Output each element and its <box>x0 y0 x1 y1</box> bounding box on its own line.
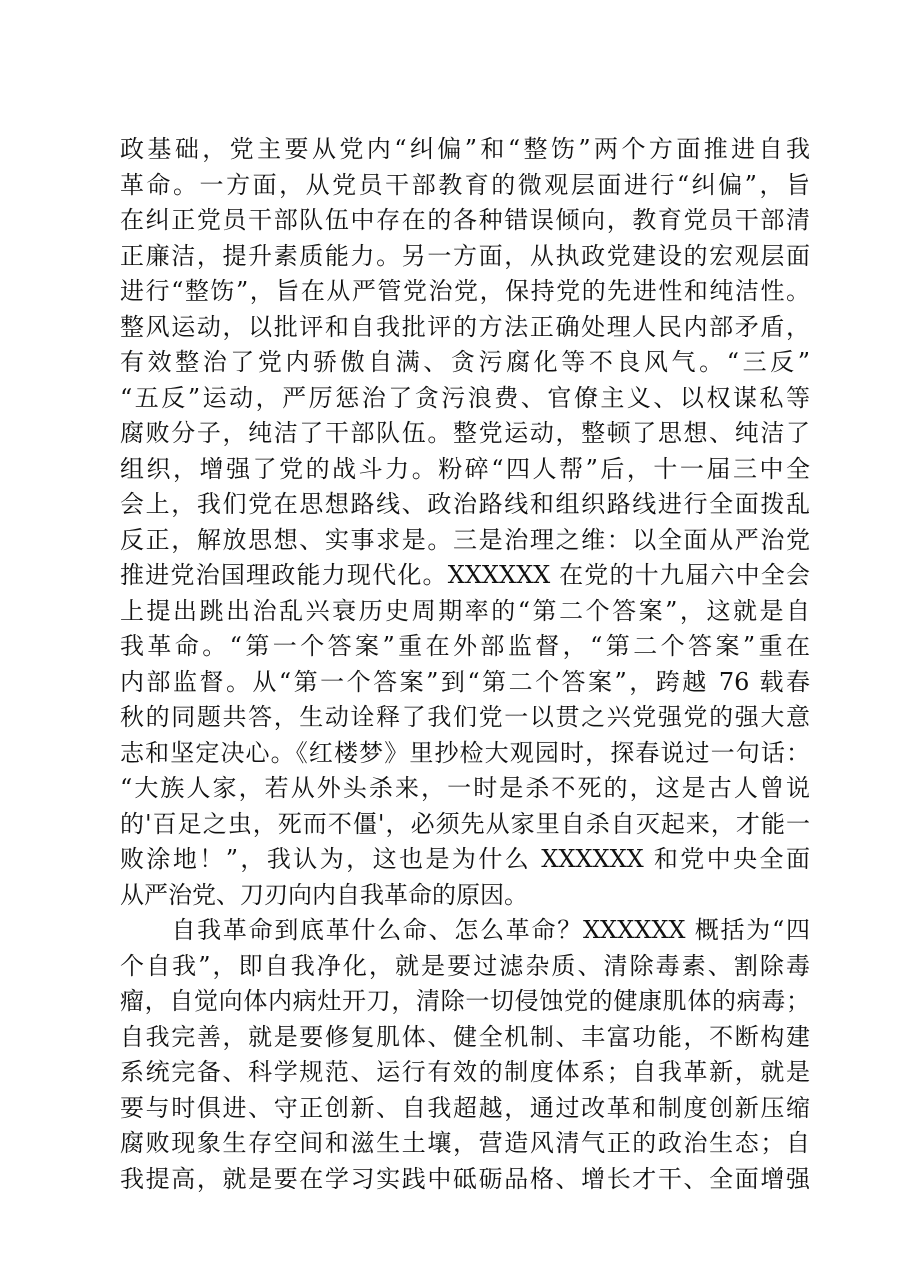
text-line-28: 要与时俱进、守正创新、自我超越，通过改革和制度创新压缩 <box>120 1093 810 1122</box>
text-line-15: 我革命。“第一个答案”重在外部监督，“第二个答案”重在 <box>120 632 810 660</box>
text-line-24: 个自我”，即自我净化，就是要过滤杂质、清除毒素、割除毒 <box>120 951 810 980</box>
text-line-13: 推进党治国理政能力现代化。XXXXXX 在党的十九届六中全会 <box>120 561 810 589</box>
text-line-6: 整风运动，以批评和自我批评的方法正确处理人民内部矛盾， <box>120 312 810 341</box>
text-line-20: 的'百足之虫，死而不僵'，必须先从家里自杀自灭起来，才能一 <box>120 809 810 838</box>
text-line-27: 系统完备、科学规范、运行有效的制度体系；自我革新，就是 <box>120 1058 810 1086</box>
text-line-5: 进行“整饬”，旨在从严管党治党，保持党的先进性和纯洁性。 <box>120 277 810 305</box>
text-line-29: 腐败现象生存空间和滋生土壤，营造风清气正的政治生态；自 <box>120 1129 810 1157</box>
text-line-14: 上提出跳出治乱兴衰历史周期率的“第二个答案”，这就是自 <box>120 596 810 625</box>
text-line-16: 内部监督。从“第一个答案”到“第二个答案”，跨越 76 载春 <box>120 667 810 696</box>
text-line-3: 在纠正党员干部队伍中存在的各种错误倾向，教育党员干部清 <box>120 206 810 234</box>
text-line-10: 组织，增强了党的战斗力。粉碎“四人帮”后，十一届三中全 <box>120 454 810 483</box>
text-line-8: “五反”运动，严厉惩治了贪污浪费、官僚主义、以权谋私等 <box>120 383 810 412</box>
text-line-9: 腐败分子，纯洁了干部队伍。整党运动，整顿了思想、纯洁了 <box>120 419 810 447</box>
body-text <box>120 132 810 1197</box>
text-line-21: 败涂地！”，我认为，这也是为什么 XXXXXX 和党中央全面 <box>120 845 810 873</box>
text-line-4: 正廉洁，提升素质能力。另一方面，从执政党建设的宏观层面 <box>120 241 810 270</box>
text-line-11: 会上，我们党在思想路线、政治路线和组织路线进行全面拨乱 <box>120 490 810 518</box>
text-line-18: 志和坚定决心。《红楼梦》里抄检大观园时，探春说过一句话： <box>120 738 810 767</box>
text-line-25: 瘤，自觉向体内病灶开刀，清除一切侵蚀党的健康肌体的病毒； <box>120 987 810 1015</box>
text-line-12: 反正，解放思想、实事求是。三是治理之维：以全面从严治党 <box>120 525 810 554</box>
text-line-26: 自我完善，就是要修复肌体、健全机制、丰富功能，不断构建 <box>120 1022 810 1051</box>
text-line-2: 革命。一方面，从党员干部教育的微观层面进行“纠偏”，旨 <box>120 170 810 199</box>
text-line-23: 自我革命到底革什么命、怎么革命？XXXXXX 概括为“四 <box>120 916 810 944</box>
text-line-17: 秋的同题共答，生动诠释了我们党一以贯之兴党强党的强大意 <box>120 703 810 731</box>
text-line-30: 我提高，就是要在学习实践中砥砺品格、增长才干、全面增强 <box>120 1164 810 1193</box>
text-line-22: 从严治党、刀刃向内自我革命的原因。 <box>120 880 528 909</box>
text-line-19: “大族人家，若从外头杀来，一时是杀不死的，这是古人曾说 <box>120 774 810 802</box>
text-line-7: 有效整治了党内骄傲自满、贪污腐化等不良风气。“三反” <box>120 348 810 376</box>
text-line-1: 政基础，党主要从党内“纠偏”和“整饬”两个方面推进自我 <box>120 135 810 163</box>
